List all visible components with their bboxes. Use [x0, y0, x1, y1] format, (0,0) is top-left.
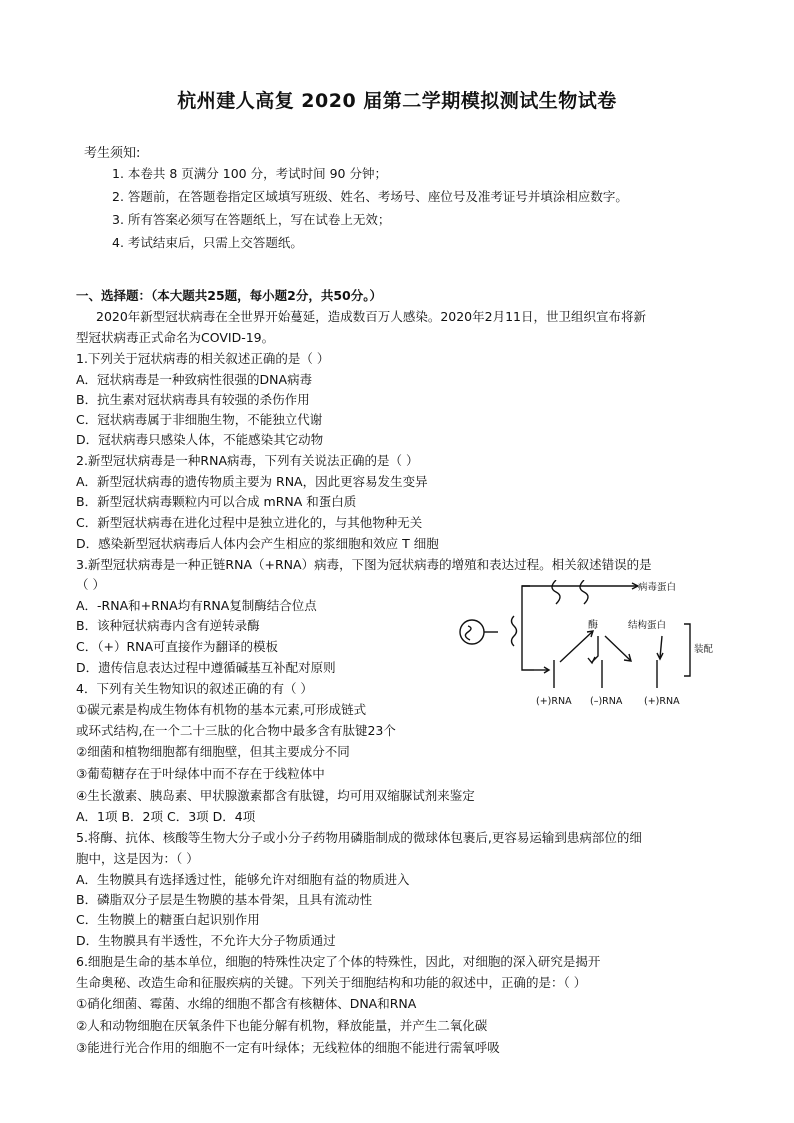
notice-item: 3. 所有答案必须写在答题纸上，写在试卷上无效； — [112, 212, 391, 227]
q2-option-b: B．新型冠状病毒颗粒内可以合成 mRNA 和蛋白质 — [76, 494, 357, 509]
diagram-label-rna-plus-2: (+)RNA — [644, 696, 680, 707]
q5-option-c: C．生物膜上的糖蛋白起识别作用 — [76, 912, 260, 927]
q1-option-a: A．冠状病毒是一种致病性很强的DNA病毒 — [76, 372, 313, 387]
q6-item: ①硝化细菌、霉菌、水绵的细胞不都含有核糖体、DNA和RNA — [76, 996, 417, 1011]
diagram-label-structural-protein: 结构蛋白 — [628, 620, 667, 631]
q3-option-c: C．（+）RNA可直接作为翻译的模板 — [76, 639, 279, 654]
q4-item: ①碳元素是构成生物体有机物的基本元素,可形成链式 — [76, 702, 367, 717]
q5-option-a: A．生物膜具有选择透过性，能够允许对细胞有益的物质进入 — [76, 872, 410, 887]
intro-line: 2020年新型冠状病毒在全世界开始蔓延，造成数百万人感染。2020年2月11日，世卫组织宣布将新 — [96, 309, 646, 324]
q6-stem-cont: 生命奥秘、改造生命和征服疾病的关键。下列关于细胞结构和功能的叙述中，正确的是：（ ） — [76, 975, 587, 990]
virus-replication-diagram — [452, 580, 732, 710]
q4-item: 或环式结构,在一个二十三肽的化合物中最多含有肽键23个 — [76, 723, 396, 738]
q4-item: ④生长激素、胰岛素、甲状腺激素都含有肽键，均可用双缩脲试剂来鉴定 — [76, 788, 475, 803]
q1-option-d: D．冠状病毒只感染人体，不能感染其它动物 — [76, 432, 324, 447]
q5-option-d: D．生物膜具有半透性，不允许大分子物质通过 — [76, 933, 336, 948]
section-heading: 一、选择题：（本大题共25题，每小题2分，共50分。） — [76, 288, 382, 303]
diagram-label-enzyme: 酶 — [588, 620, 598, 631]
diagram-label-rna-plus-1: (+)RNA — [536, 696, 572, 707]
notice-item: 2. 答题前，在答题卷指定区域填写班级、姓名、考场号、座位号及准考证号并填涂相应数字。 — [112, 189, 628, 204]
intro-line: 型冠状病毒正式命名为COVID-19。 — [76, 330, 275, 345]
q6-stem: 6.细胞是生命的基本单位，细胞的特殊性决定了个体的特殊性，因此，对细胞的深入研究是揭开 — [76, 954, 601, 969]
diagram-label-virus-protein: 病毒蛋白 — [638, 582, 677, 593]
q6-item: ③能进行光合作用的细胞不一定有叶绿体；无线粒体的细胞不能进行需氧呼吸 — [76, 1040, 500, 1055]
q2-option-d: D．感染新型冠状病毒后人体内会产生相应的浆细胞和效应 T 细胞 — [76, 536, 439, 551]
q1-option-c: C．冠状病毒属于非细胞生物，不能独立代谢 — [76, 412, 323, 427]
q4-item: ③葡萄糖存在于叶绿体中而不存在于线粒体中 — [76, 766, 325, 781]
q4-options: A．1项 B．2项 C．3项 D．4项 — [76, 809, 256, 824]
virus-icon — [460, 620, 484, 644]
q1-stem: 1.下列关于冠状病毒的相关叙述正确的是（ ） — [76, 351, 330, 366]
q2-stem: 2.新型冠状病毒是一种RNA病毒，下列有关说法正确的是（ ） — [76, 453, 419, 468]
q3-stem-paren: （ ） — [76, 577, 105, 592]
q3-option-b: B．该种冠状病毒内含有逆转录酶 — [76, 618, 260, 633]
q6-item: ②人和动物细胞在厌氧条件下也能分解有机物，释放能量，并产生二氧化碳 — [76, 1018, 488, 1033]
diagram-label-assembly: 装配 — [694, 644, 714, 655]
diagram-label-rna-minus: (–)RNA — [590, 696, 623, 707]
q5-option-b: B．磷脂双分子层是生物膜的基本骨架，且具有流动性 — [76, 892, 373, 907]
q3-option-d: D．遗传信息表达过程中遵循碱基互补配对原则 — [76, 660, 336, 675]
q5-stem: 5.将酶、抗体、核酸等生物大分子或小分子药物用磷脂制成的微球体包裹后,更容易运输到患病部位的细 — [76, 830, 642, 845]
page-title: 杭州建人高复 2020 届第二学期模拟测试生物试卷 — [177, 90, 617, 112]
notice-item: 1. 本卷共 8 页满分 100 分，考试时间 90 分钟； — [112, 166, 387, 181]
q2-option-c: C．新型冠状病毒在进化过程中是独立进化的，与其他物种无关 — [76, 515, 423, 530]
notice-item: 4. 考试结束后，只需上交答题纸。 — [112, 235, 303, 250]
q1-option-b: B．抗生素对冠状病毒具有较强的杀伤作用 — [76, 392, 310, 407]
q4-stem: 4．下列有关生物知识的叙述正确的有（ ） — [76, 681, 313, 696]
q3-stem: 3.新型冠状病毒是一种正链RNA（+RNA）病毒，下图为冠状病毒的增殖和表达过程。相关叙述错误的是 — [76, 557, 652, 572]
q5-stem-cont: 胞中，这是因为：（ ） — [76, 851, 199, 866]
q2-option-a: A．新型冠状病毒的遗传物质主要为 RNA，因此更容易发生变异 — [76, 474, 428, 489]
q3-option-a: A．-RNA和+RNA均有RNA复制酶结合位点 — [76, 598, 317, 613]
notice-heading: 考生须知: — [84, 146, 141, 161]
q4-item: ②细菌和植物细胞都有细胞壁，但其主要成分不同 — [76, 744, 350, 759]
